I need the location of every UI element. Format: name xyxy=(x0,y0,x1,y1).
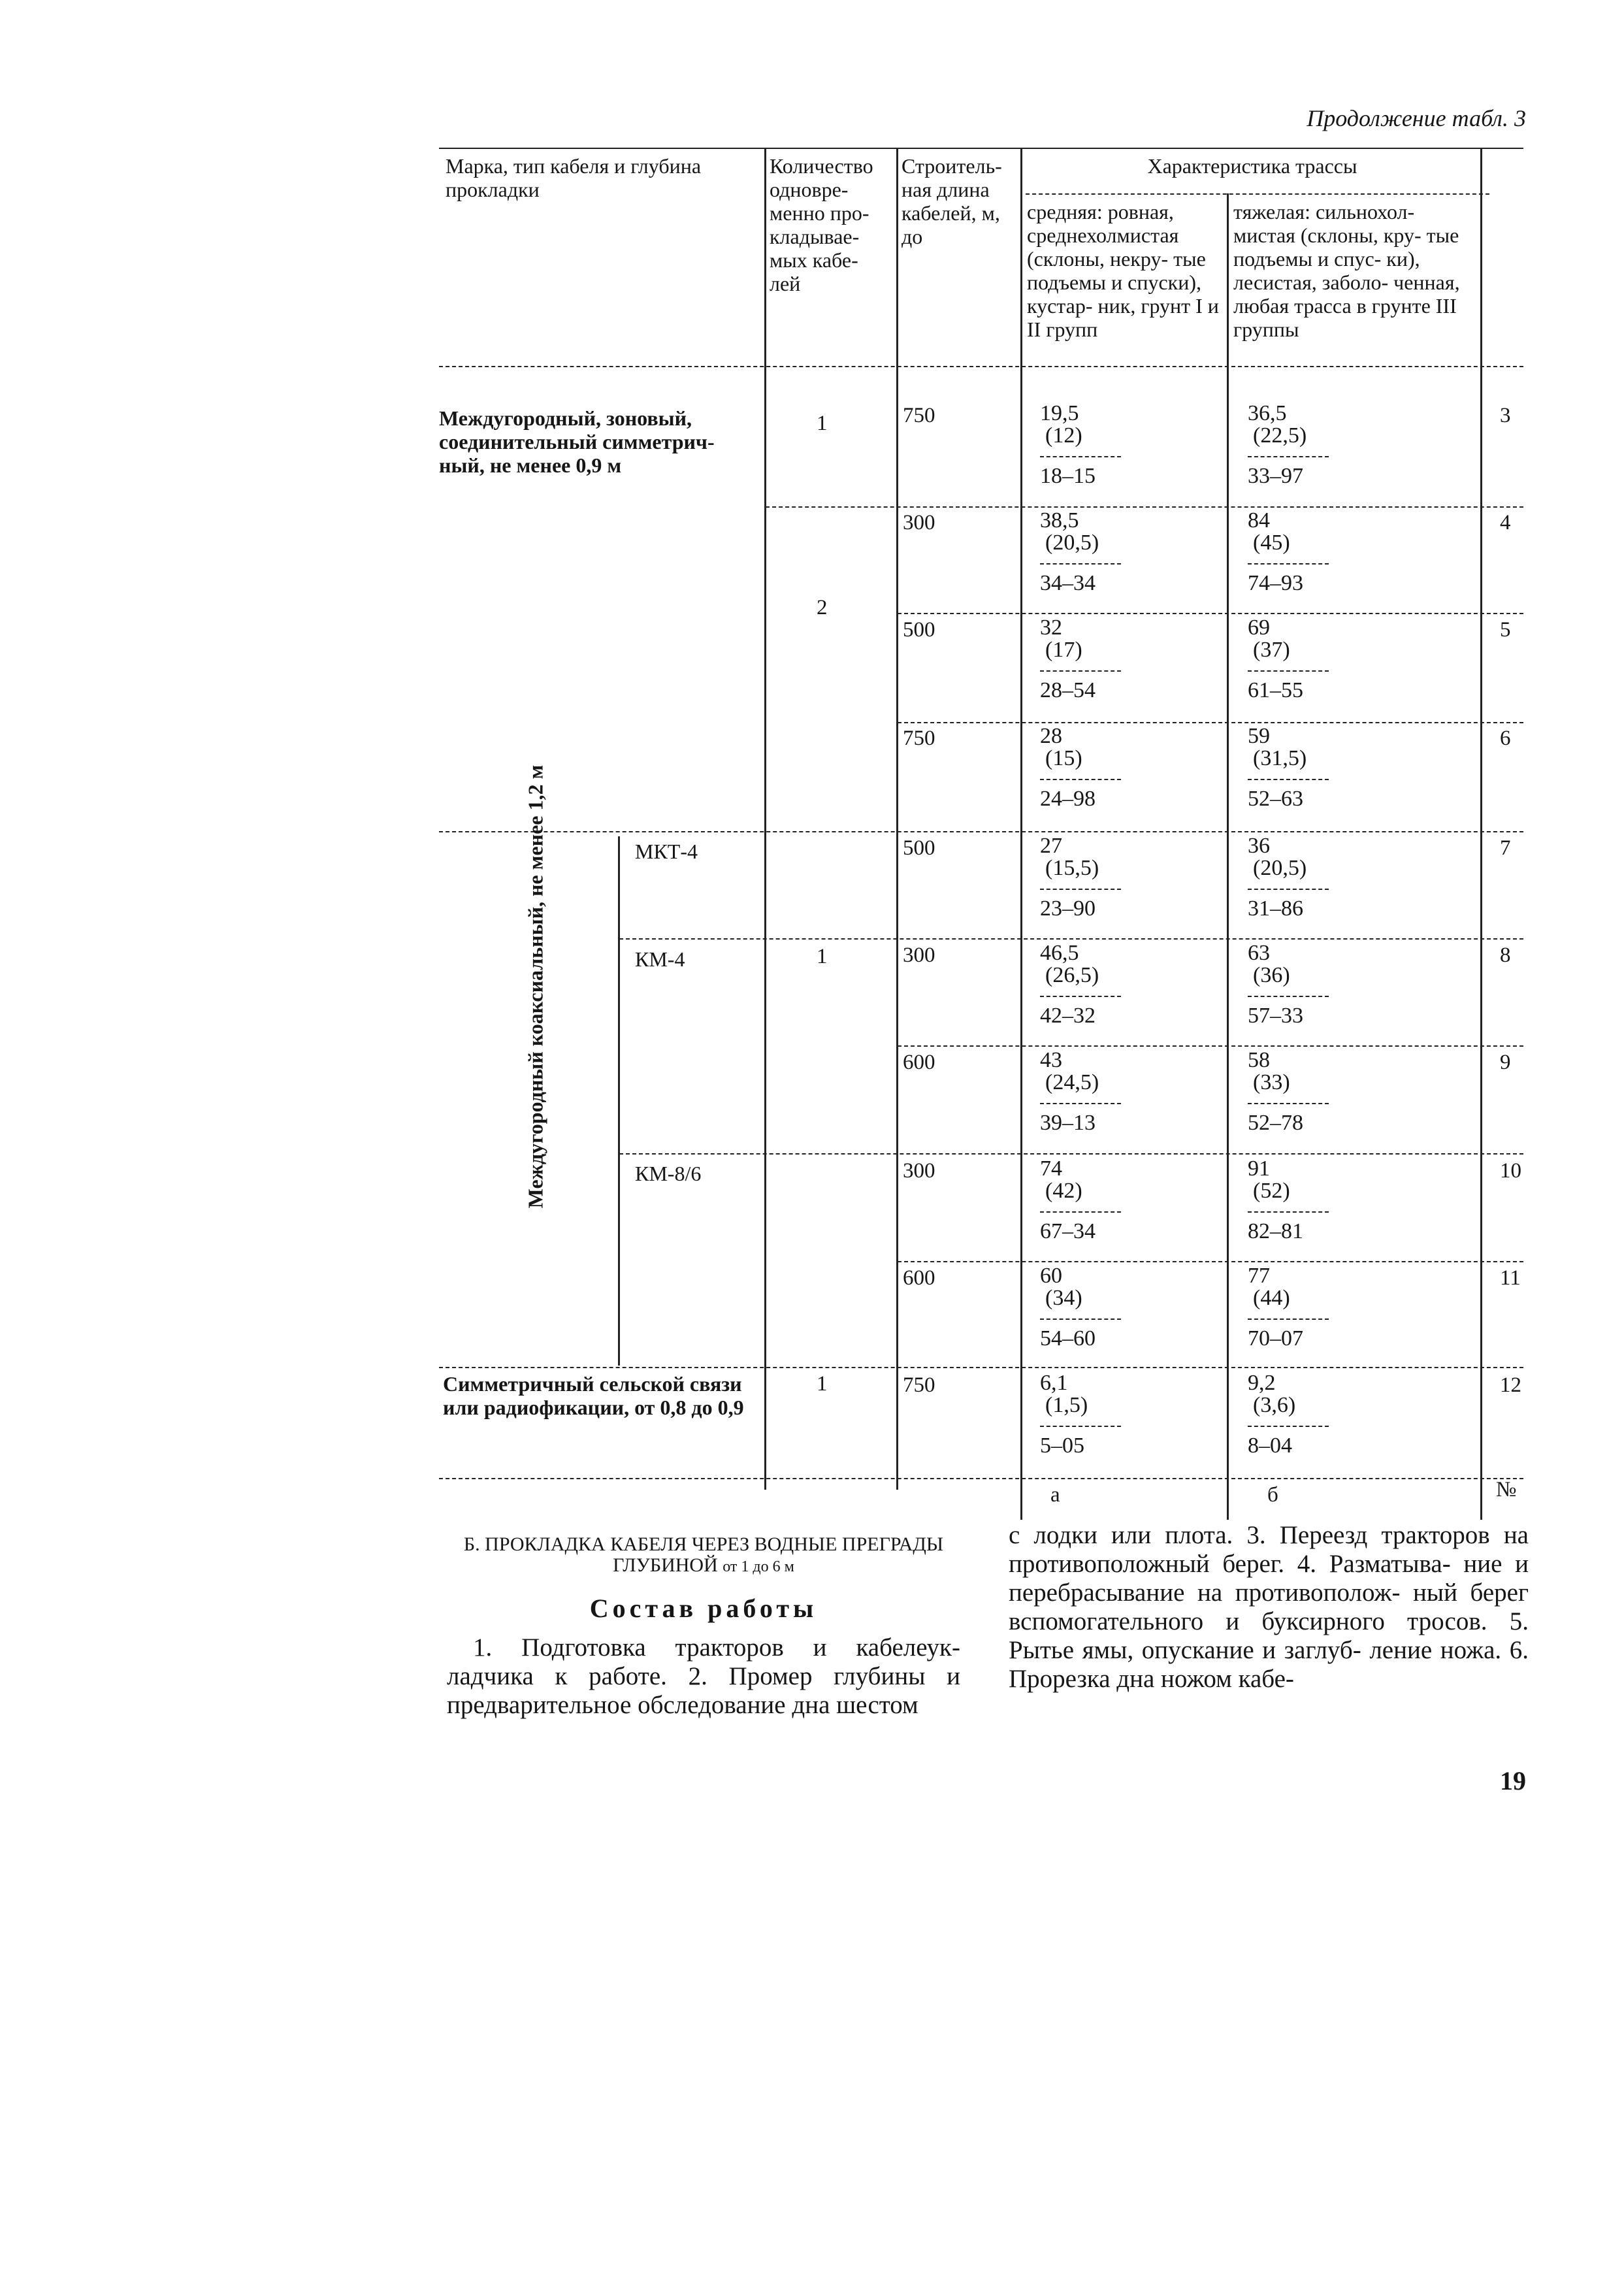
norm-value: 28 xyxy=(1040,724,1062,748)
norm-bracket-value: (34) xyxy=(1045,1286,1082,1310)
rate-value: 23–90 xyxy=(1040,896,1096,921)
rate-value: 67–34 xyxy=(1040,1219,1096,1243)
norm-cell-a xyxy=(1040,835,1121,920)
norm-bracket-value: (17) xyxy=(1045,638,1082,662)
fraction-line xyxy=(1248,456,1329,457)
fraction-line xyxy=(1248,889,1329,890)
fraction-line xyxy=(1040,1319,1121,1320)
norm-cell-a xyxy=(1040,617,1121,702)
row-number: 7 xyxy=(1500,836,1511,860)
norm-bracket-value: (31,5) xyxy=(1253,746,1307,770)
norm-bracket-value: (52) xyxy=(1253,1179,1290,1203)
rate-value: 57–33 xyxy=(1248,1004,1303,1028)
fraction-line xyxy=(1248,563,1329,565)
norm-bracket-value: (44) xyxy=(1253,1286,1290,1310)
norm-value: 38,5 xyxy=(1040,508,1079,533)
length-cell: 500 xyxy=(903,618,935,642)
row-number: 12 xyxy=(1500,1373,1521,1397)
norm-bracket-value: (15) xyxy=(1045,746,1082,770)
count-cell: 1 xyxy=(817,412,828,435)
row-number: 11 xyxy=(1500,1266,1521,1290)
norm-value: 91 xyxy=(1248,1156,1270,1181)
length-cell: 750 xyxy=(903,727,935,750)
norm-bracket-value: (22,5) xyxy=(1253,423,1307,448)
rate-value: 34–34 xyxy=(1040,571,1096,595)
length-cell: 300 xyxy=(903,943,935,967)
coax-type-km86: КМ-8/6 xyxy=(635,1162,702,1185)
fraction-line xyxy=(1040,670,1121,672)
fraction-line xyxy=(1040,889,1121,890)
header-count: Количество одновре- менно про- кладывае- мых кабе- лей xyxy=(770,154,873,295)
length-cell: 750 xyxy=(903,404,935,427)
continuation-label: Продолжение табл. 3 xyxy=(1307,105,1526,131)
norm-bracket-value: (26,5) xyxy=(1045,963,1099,987)
group-rural-symmetric: Симметричный сельской связи или радиофикации, от 0,8 до 0,9 xyxy=(443,1372,744,1419)
norm-bracket-value: (36) xyxy=(1253,963,1290,987)
rate-value: 24–98 xyxy=(1040,787,1096,811)
rate-value: 61–55 xyxy=(1248,678,1303,702)
norm-cell-a xyxy=(1040,1158,1121,1243)
footer-col-num: № xyxy=(1496,1478,1517,1501)
norm-value: 74 xyxy=(1040,1156,1062,1181)
section-title-depth: от 1 до 6 м xyxy=(723,1558,794,1575)
coax-type-mkt4: МКТ-4 xyxy=(635,840,698,863)
norm-cell-b xyxy=(1248,402,1329,487)
footer-col-a: а xyxy=(1050,1483,1060,1507)
norm-value: 43 xyxy=(1040,1048,1062,1072)
norm-value: 59 xyxy=(1248,724,1270,748)
length-cell: 600 xyxy=(903,1051,935,1074)
norm-cell-b xyxy=(1248,1049,1329,1134)
rate-value: 5–05 xyxy=(1040,1434,1084,1458)
length-cell: 500 xyxy=(903,836,935,860)
norm-bracket-value: (45) xyxy=(1253,531,1290,555)
row-number: 4 xyxy=(1500,511,1511,534)
page-number: 19 xyxy=(1500,1766,1526,1795)
norm-cell-a xyxy=(1040,1265,1121,1350)
section-title xyxy=(447,1534,960,1577)
length-cell: 300 xyxy=(903,511,935,534)
norm-bracket-value: (37) xyxy=(1253,638,1290,662)
rate-value: 52–63 xyxy=(1248,787,1303,811)
length-cell: 600 xyxy=(903,1266,935,1290)
norm-value: 36,5 xyxy=(1248,401,1287,425)
rate-value: 82–81 xyxy=(1248,1219,1303,1243)
fraction-line xyxy=(1248,1319,1329,1320)
group-intercity-symmetric: Междугородный, зоновый, соединительный симметрич- ный, не менее 0,9 м xyxy=(439,406,715,477)
row-number: 9 xyxy=(1500,1051,1511,1074)
norm-value: 63 xyxy=(1248,941,1270,965)
norm-cell-b xyxy=(1248,725,1329,810)
rate-value: 31–86 xyxy=(1248,896,1303,921)
row-number: 6 xyxy=(1500,727,1511,750)
fraction-line xyxy=(1040,563,1121,565)
norm-bracket-value: (20,5) xyxy=(1045,531,1099,555)
header-route: Характеристика трассы xyxy=(1147,154,1357,178)
norm-value: 36 xyxy=(1248,834,1270,858)
norm-value: 27 xyxy=(1040,834,1062,858)
norm-value: 69 xyxy=(1248,615,1270,640)
work-heading: Состав работы xyxy=(589,1594,818,1623)
length-cell: 750 xyxy=(903,1373,935,1397)
norm-bracket-value: (20,5) xyxy=(1253,856,1307,880)
norm-cell-a xyxy=(1040,510,1121,595)
header-heavy: тяжелая: сильнохол- мистая (склоны, кру- тые подъемы и спус- ки), лесистая, заболо- ченная, любая трасса в грунте III группы xyxy=(1233,200,1460,341)
row-number: 5 xyxy=(1500,618,1511,642)
norm-value: 6,1 xyxy=(1040,1371,1068,1395)
row-number: 10 xyxy=(1500,1159,1521,1183)
row-number: 8 xyxy=(1500,943,1511,967)
fraction-line xyxy=(1248,1426,1329,1427)
rate-value: 70–07 xyxy=(1248,1326,1303,1351)
row-number: 3 xyxy=(1500,404,1511,427)
norm-cell-a xyxy=(1040,942,1121,1027)
rate-value: 42–32 xyxy=(1040,1004,1096,1028)
rate-value: 18–15 xyxy=(1040,464,1096,488)
length-cell: 300 xyxy=(903,1159,935,1183)
header-medium: средняя: ровная, среднехолмистая (склоны, некру- тые подъемы и спуски), кустар- ник, грунт I и II групп xyxy=(1027,200,1219,341)
left-column-text: 1. Подготовка тракторов и кабелеук- ладчика к работе. 2. Промер глубины и предварительное обследование дна шестом xyxy=(447,1633,960,1719)
norm-value: 32 xyxy=(1040,615,1062,640)
fraction-line xyxy=(1040,1103,1121,1104)
norm-value: 77 xyxy=(1248,1264,1270,1288)
fraction-line xyxy=(1040,1426,1121,1427)
norm-cell-b xyxy=(1248,835,1329,920)
fraction-line xyxy=(1248,1211,1329,1213)
count-cell: 1 xyxy=(817,945,828,968)
section-title-main: Б. ПРОКЛАДКА КАБЕЛЯ ЧЕРЕЗ ВОДНЫЕ ПРЕГРАДЫ ГЛУБИНОЙ xyxy=(463,1533,944,1576)
norm-bracket-value: (33) xyxy=(1253,1070,1290,1094)
norm-cell-a xyxy=(1040,725,1121,810)
rate-value: 28–54 xyxy=(1040,678,1096,702)
norm-value: 46,5 xyxy=(1040,941,1079,965)
fraction-line xyxy=(1248,670,1329,672)
fraction-line xyxy=(1040,779,1121,780)
norm-value: 19,5 xyxy=(1040,401,1079,425)
rate-value: 54–60 xyxy=(1040,1326,1096,1351)
norm-cell-b xyxy=(1248,1158,1329,1243)
norm-bracket-value: (42) xyxy=(1045,1179,1082,1203)
rate-value: 52–78 xyxy=(1248,1111,1303,1135)
count-cell: 2 xyxy=(817,596,828,619)
norm-cell-a xyxy=(1040,402,1121,487)
footer-col-b: б xyxy=(1267,1483,1278,1507)
header-brand: Марка, тип кабеля и глубина прокладки xyxy=(446,154,702,201)
fraction-line xyxy=(1248,779,1329,780)
norm-value: 60 xyxy=(1040,1264,1062,1288)
norm-cell-a xyxy=(1040,1372,1121,1457)
rate-value: 39–13 xyxy=(1040,1111,1096,1135)
norm-cell-b xyxy=(1248,1265,1329,1350)
norm-cell-a xyxy=(1040,1049,1121,1134)
fraction-line xyxy=(1040,456,1121,457)
fraction-line xyxy=(1248,1103,1329,1104)
rate-value: 74–93 xyxy=(1248,571,1303,595)
header-length: Строитель- ная длина кабелей, м, до xyxy=(901,154,1002,248)
fraction-line xyxy=(1040,996,1121,997)
norm-bracket-value: (24,5) xyxy=(1045,1070,1099,1094)
fraction-line xyxy=(1248,996,1329,997)
norm-bracket-value: (15,5) xyxy=(1045,856,1099,880)
norm-cell-b xyxy=(1248,942,1329,1027)
norm-cell-b xyxy=(1248,1372,1329,1457)
norm-bracket-value: (1,5) xyxy=(1045,1393,1088,1417)
right-column-text: с лодки или плота. 3. Переезд тракторов на противоположный берег. 4. Разматыва- ние и перебрасывание на противополож- ный берег вспомогательного и буксирного тросов. 5. Рытье ямы, опускание и заглуб- ление ножа. 6. Прорезка дна ножом кабе- xyxy=(1009,1521,1529,1693)
norm-bracket-value: (12) xyxy=(1045,423,1082,448)
norm-value: 9,2 xyxy=(1248,1371,1276,1395)
norm-cell-b xyxy=(1248,510,1329,595)
count-cell: 1 xyxy=(817,1372,828,1396)
norm-value: 84 xyxy=(1248,508,1270,533)
coax-type-km4: КМ-4 xyxy=(635,947,685,971)
rate-value: 33–97 xyxy=(1248,464,1303,488)
group-coaxial-label: Междугородный коаксиальный, не менее 1,2 м xyxy=(523,764,547,1209)
rate-value: 8–04 xyxy=(1248,1434,1292,1458)
fraction-line xyxy=(1040,1211,1121,1213)
norm-bracket-value: (3,6) xyxy=(1253,1393,1296,1417)
norm-value: 58 xyxy=(1248,1048,1270,1072)
norm-cell-b xyxy=(1248,617,1329,702)
